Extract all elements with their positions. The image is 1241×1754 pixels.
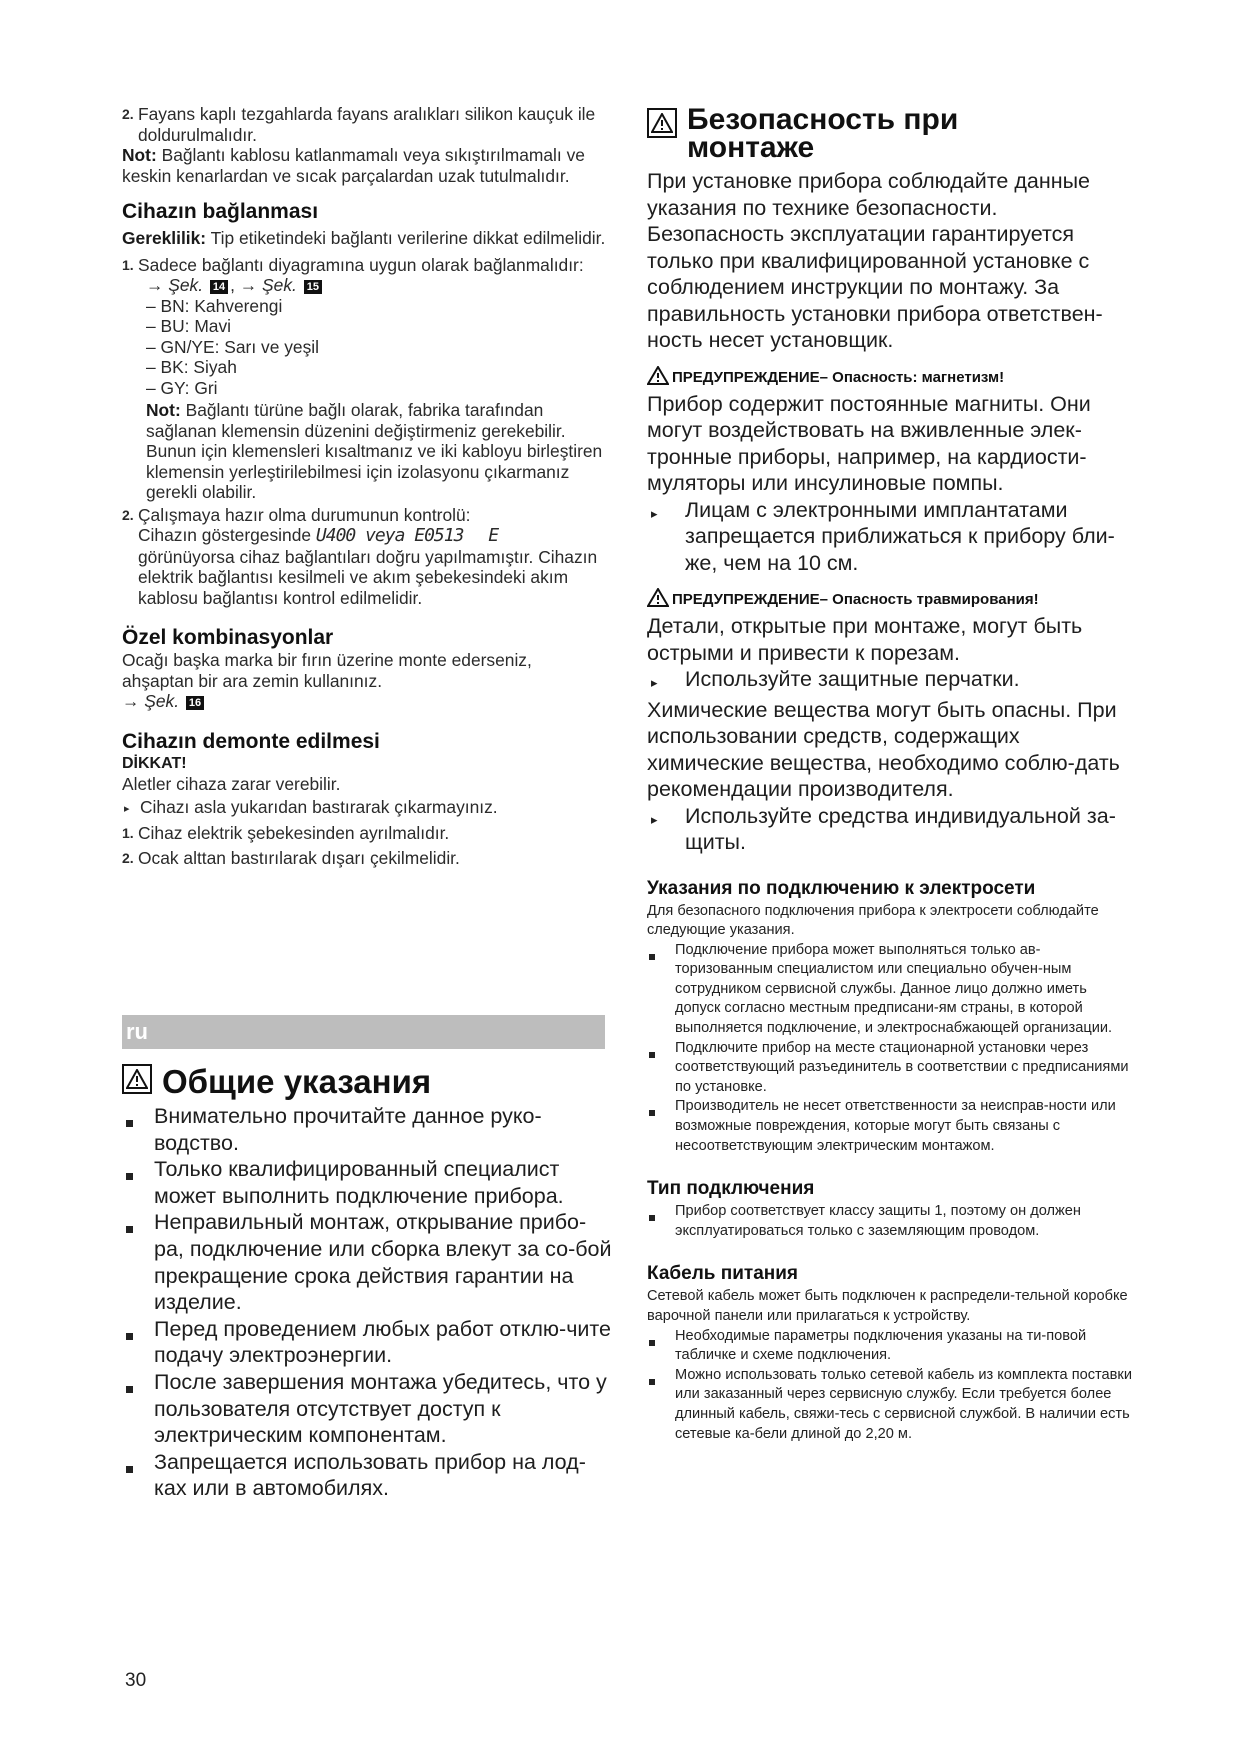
list-item <box>647 1202 1135 1241</box>
wire-color-list <box>122 296 606 399</box>
list-item-text: Только квалифицированный специалист может выполнить подключение прибора. <box>154 1157 564 1208</box>
action-item <box>647 803 1135 856</box>
square-bullet-icon <box>122 1209 154 1315</box>
safety-intro: При установке прибора соблюдайте данные указания по технике безопасности. Безопасность эксплуатации гарантируется только при квалифицированной установке с соблюдением инструкции по монтажу. За правильность установки прибора ответствен-ность несет установщик. <box>647 169 1103 352</box>
square-bullet-icon <box>647 941 675 1039</box>
wire-item: – BN: Kahverengi <box>146 295 283 316</box>
remove-heading: Cihazın demonte edilmesi <box>122 729 380 753</box>
note-label: Not: <box>122 145 157 165</box>
wire-item: – GY: Gri <box>146 377 218 398</box>
tile-joint-step <box>122 104 606 145</box>
triangle-bullet-icon: ▸ <box>651 811 658 827</box>
step-text: Ocak alttan bastırılarak dışarı çekilmelidir. <box>138 847 460 868</box>
list-item-text: Подключение прибора может выполняться только ав-торизованным специалистом или специально обучен-ным сотрудником сервисной службы. Данное лицо должно иметь допуск согласно местным предписани-ям страны, в которой выполняется подключение, и электроснабжающей организации. <box>675 941 1113 1037</box>
step-text: Fayans kaplı tezgahlarda fayans aralıkları silikon kauçuk ile doldurulmalıdır. <box>138 104 596 145</box>
square-bullet-icon <box>647 1327 675 1366</box>
list-item-text: Внимательно прочитайте данное руко-водство. <box>154 1104 542 1155</box>
step-line: Cihazın göstergesinde <box>138 525 316 545</box>
connection-type-heading: Тип подключения <box>647 1178 815 1200</box>
figure-ref-label: Şek. <box>262 275 297 295</box>
step-number: 2. <box>122 506 134 523</box>
note-text: Bağlantı kablosu katlanmamalı veya sıkıştırılmamalı ve keskin kenarlardan ve sıcak parçalardan uzak tutulmalıdır. <box>122 145 585 186</box>
terminal-note <box>122 400 606 503</box>
action-item <box>647 497 1135 577</box>
action-text: Используйте средства индивидуальной за-щиты. <box>685 803 1116 854</box>
list-item-text: После завершения монтажа убедитесь, что у пользователя отсутствует доступ к электрическим компонентам. <box>154 1369 607 1448</box>
list-item-text: Подключите прибор на месте стационарной установки через соответствующий разъединитель в соответствии с предписаниями по установке. <box>675 1039 1129 1095</box>
warning-body: Прибор содержит постоянные магниты. Они могут воздействовать на вживленные элек-тронные приборы, например, на кардиости-муляторы или инсулиновые помпы. <box>647 391 1091 495</box>
step-text <box>138 505 606 609</box>
list-item-text: Можно использовать только сетевой кабель из комплекта поставки или заказанный через сервисную службу. Если требуется более длинный кабель, свяжи-тесь с сервисной службой. В наличии есть сетевые ка-бели длиной до 2,20 м. <box>675 1366 1132 1442</box>
list-item <box>122 1369 612 1449</box>
wire-item: – BU: Mavi <box>146 316 232 336</box>
list-item <box>647 941 1135 1039</box>
warning-label: ПРЕДУПРЕЖДЕНИЕ <box>672 368 820 386</box>
figure-number-badge: 14 <box>210 280 228 294</box>
list-item <box>122 1156 612 1209</box>
remove-step-2 <box>122 848 606 869</box>
square-bullet-icon <box>122 1449 154 1502</box>
figure-ref-label: Şek. <box>144 691 180 711</box>
special-figure-reference <box>122 691 606 712</box>
list-item <box>647 1039 1135 1098</box>
turkish-column <box>122 104 606 868</box>
list-item <box>122 1316 612 1369</box>
square-bullet-icon <box>122 1156 154 1209</box>
triangle-bullet-icon: ▸ <box>651 505 658 521</box>
list-item-text: Запрещается использовать прибор на лод-ках или в автомобилях. <box>154 1449 586 1501</box>
title-line: монтаже <box>687 131 815 164</box>
remove-bullet <box>122 797 606 820</box>
list-item-text: Перед проведением любых работ отклю-чите подачу электроэнергии. <box>154 1316 611 1368</box>
display-code: U400 veya E0513 <box>315 525 464 546</box>
warning-text: – Опасность: магнетизм! <box>819 368 1005 386</box>
square-bullet-icon <box>122 1103 154 1156</box>
wire-item: – BK: Siyah <box>146 357 237 377</box>
note-text: Bağlantı türüne bağlı olarak, fabrika tarafından sağlanan klemensin düzenini değiştirmeniz gerekebilir. Bunun için klemensleri kısaltmanız ve iki kabloyu birleştiren klemensin yerleştirilebilmesi için izolasyonu çıkarmanız gerekli olabilir. <box>146 400 603 502</box>
warning-triangle-icon <box>647 588 669 611</box>
figure-number-badge: 16 <box>186 696 204 710</box>
ref-separator: , → <box>230 275 258 295</box>
action-item <box>647 666 1135 697</box>
special-heading: Özel kombinasyonlar <box>122 626 334 649</box>
triangle-bullet-icon: ▸ <box>124 802 130 815</box>
display-code-e: E <box>488 525 499 546</box>
safety-title <box>687 103 959 164</box>
warning-triangle-icon <box>122 1064 152 1094</box>
list-item <box>647 1366 1135 1444</box>
power-cable-heading: Кабель питания <box>647 1263 798 1285</box>
cable-intro: Сетевой кабель может быть подключен к распредели-тельной коробке варочной панели или прилагаться к устройству. <box>647 1288 1128 1324</box>
special-text: Ocağı başka marka bir fırın üzerine monte ederseniz, ahşaptan bir ara zemin kullanınız. <box>122 650 532 691</box>
warning-injury <box>647 588 1135 611</box>
square-bullet-icon <box>647 1202 675 1241</box>
connect-heading: Cihazın bağlanması <box>122 200 319 223</box>
electric-intro: Для безопасного подключения прибора к электросети соблюдайте следующие указания. <box>647 902 1099 939</box>
list-item <box>122 1449 612 1502</box>
square-bullet-icon <box>122 1369 154 1449</box>
page-number: 30 <box>125 1670 147 1691</box>
warning-triangle-icon <box>647 108 677 138</box>
chemicals-text: Химические вещества могут быть опасны. При использовании средств, содержащих химические вещества, необходимо соблю-дать рекомендации производителя. <box>647 697 1120 801</box>
requirement-text: Tip etiketindeki bağlantı verilerine dikkat edilmelidir. <box>206 228 606 248</box>
square-bullet-icon <box>122 1316 154 1369</box>
list-item-text: Производитель не несет ответственности за неисправ-ности или возможные повреждения, которые могут быть связаны с несоответствующим электрическим монтажом. <box>675 1098 1116 1154</box>
requirement-label: Gereklilik: <box>122 228 207 248</box>
connect-step-1 <box>122 255 606 276</box>
bullet-text: Cihazı asla yukarıdan bastırarak çıkarmayınız. <box>140 796 498 817</box>
figure-ref-label: Şek. <box>168 275 204 295</box>
step-number: 2. <box>122 106 134 122</box>
list-item <box>122 1209 612 1315</box>
wire-item: – GN/YE: Sarı ve yeşil <box>146 336 319 357</box>
requirement <box>122 228 606 249</box>
general-title: Общие указания <box>162 1063 432 1100</box>
square-bullet-icon <box>647 1039 675 1098</box>
list-item <box>647 1327 1135 1366</box>
step-text: Sadece bağlantı diyagramına uygun olarak bağlanmalıdır: <box>138 254 584 275</box>
list-item <box>647 1097 1135 1156</box>
general-heading <box>122 1060 612 1100</box>
step-line: Çalışmaya hazır olma durumunun kontrolü: <box>138 504 471 525</box>
step-text: Cihaz elektrik şebekesinden ayrılmalıdır. <box>138 823 450 843</box>
list-item-text: Необходимые параметры подключения указаны на ти-повой табличке и схеме подключения. <box>675 1327 1087 1364</box>
warning-text: – Опасность травмирования! <box>819 591 1039 608</box>
connect-step-2 <box>122 505 606 609</box>
arrow-icon: → <box>122 691 140 711</box>
remove-step-1 <box>122 823 606 844</box>
square-bullet-icon <box>647 1097 675 1156</box>
language-bar: ru <box>122 1015 605 1049</box>
triangle-bullet-icon: ▸ <box>651 675 658 690</box>
square-bullet-icon <box>647 1366 675 1444</box>
warning-magnetism <box>647 366 1135 389</box>
ru-general-section <box>122 1060 612 1502</box>
step-number: 2. <box>122 849 134 866</box>
general-list <box>122 1103 612 1502</box>
caution-text: Aletler cihaza zarar verebilir. <box>122 774 341 794</box>
cable-note <box>122 145 606 186</box>
russian-column <box>647 104 1135 1444</box>
step-number: 1. <box>122 256 134 273</box>
list-item-text: Прибор соответствует классу защиты 1, поэтому он должен эксплуатироваться только с заземляющим проводом. <box>675 1203 1081 1239</box>
figure-number-badge: 15 <box>304 280 322 294</box>
warning-body: Детали, открытые при монтаже, могут быть острыми и привести к порезам. <box>647 614 1083 665</box>
warning-triangle-icon <box>647 366 669 389</box>
list-item <box>122 1103 612 1156</box>
step-line: görünüyorsa cihaz bağlantıları doğru yapılmamıştır. Cihazın elektrik bağlantısı kesilmeli ve akım şebekesindeki akım kablosu bağlantısı kontrol edilmelidir. <box>138 546 598 608</box>
title-line: Безопасность при <box>687 103 959 136</box>
safety-heading <box>647 104 1135 162</box>
note-label: Not: <box>146 400 181 420</box>
caution-label: DİKKAT! <box>122 754 187 772</box>
action-text: Лицам с электронными имплантатами запрещается приближаться к прибору бли-же, чем на 10 см. <box>685 497 1115 575</box>
arrow-icon: → <box>146 275 164 295</box>
electric-heading: Указания по подключению к электросети <box>647 877 1036 899</box>
action-text: Используйте защитные перчатки. <box>685 667 1020 691</box>
figure-reference <box>122 275 606 296</box>
list-item-text: Неправильный монтаж, открывание прибо-ра, подключение или сборка влекут за со-бой прекращение срока действия гарантии на изделие. <box>154 1210 612 1315</box>
step-number: 1. <box>122 825 134 841</box>
warning-label: ПРЕДУПРЕЖДЕНИЕ <box>672 591 820 608</box>
